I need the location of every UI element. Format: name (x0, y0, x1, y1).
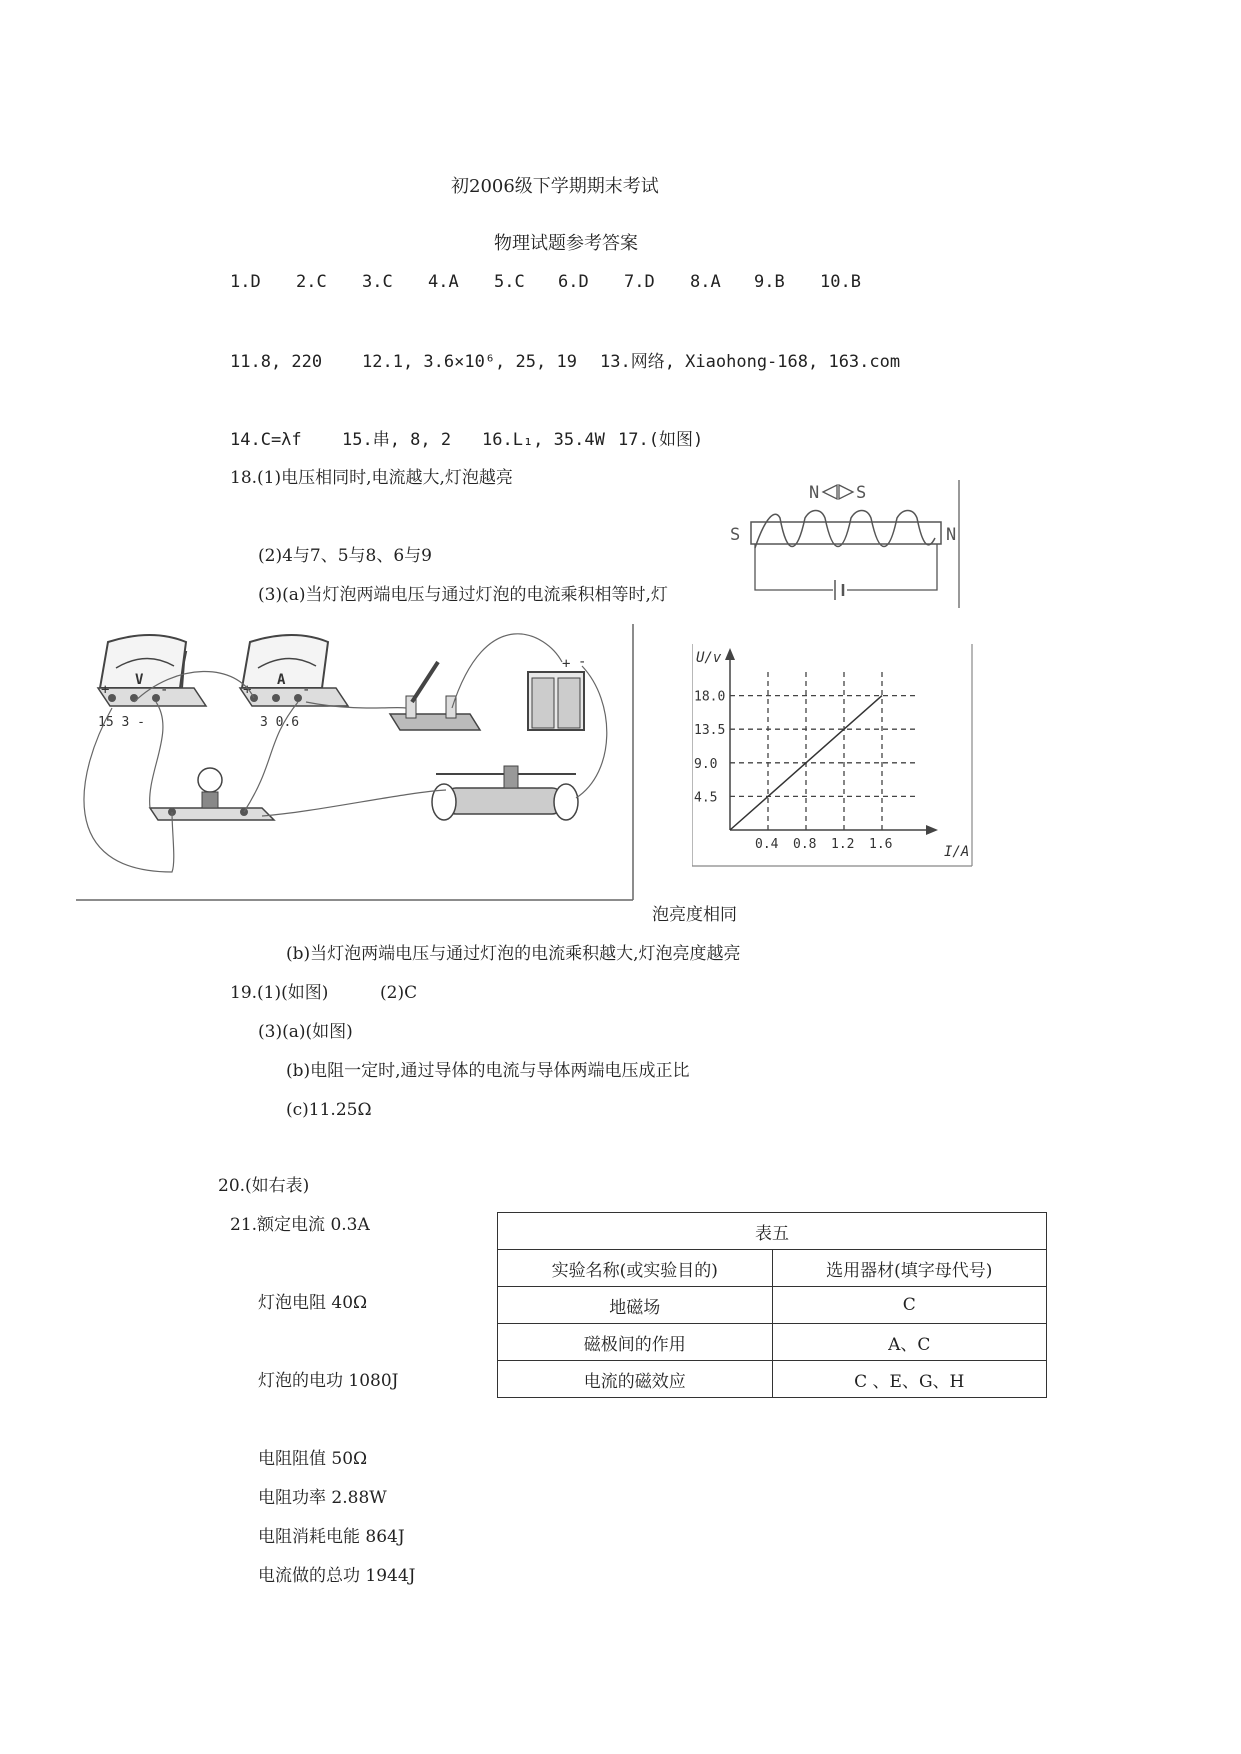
table-caption: 表五 (498, 1213, 1047, 1250)
answer-16: 16.L₁, 35.4W (482, 430, 605, 450)
answer-21-6: 电阻消耗电能 864J (258, 1527, 405, 1547)
y-tick-label: 18.0 (694, 689, 726, 705)
voltmeter (98, 635, 206, 730)
table-cell: 电流的磁效应 (498, 1361, 773, 1398)
answer-14: 14.C=λf (230, 430, 302, 450)
chart-ticks (694, 690, 892, 852)
table-cell: 磁极间的作用 (498, 1324, 773, 1361)
answer-20: 20.(如右表) (218, 1176, 310, 1196)
table-cell: C (772, 1287, 1047, 1324)
voltmeter-plus: + (101, 682, 110, 698)
voltmeter-terminals: 15 3 - (98, 715, 145, 730)
x-axis-arrow (926, 825, 938, 835)
answer-19-3c: (c)11.25Ω (286, 1100, 372, 1120)
ammeter-symbol: A (277, 672, 286, 688)
answer-21-1: 21.额定电流 0.3A (230, 1215, 370, 1235)
equipment-table (497, 1212, 1047, 1398)
compass-needle (823, 485, 837, 499)
answer-3: 3.C (362, 272, 393, 292)
pole-left-label: S (730, 525, 741, 545)
table-row (498, 1287, 1047, 1324)
battery-minus: - (578, 654, 587, 670)
solenoid-core (751, 522, 941, 544)
answer-19-3a: (3)(a)(如图) (258, 1022, 353, 1042)
x-tick-label: 0.4 (755, 837, 779, 852)
x-tick-label: 0.8 (793, 837, 817, 852)
rheostat (432, 766, 578, 820)
answer-4: 4.A (428, 272, 459, 292)
solenoid-diagram (725, 478, 965, 613)
table-row (498, 1361, 1047, 1398)
table-cell: C 、E、G、H (772, 1361, 1047, 1398)
y-tick-label: 13.5 (694, 723, 726, 739)
answer-1: 1.D (230, 272, 261, 292)
answer-5: 5.C (494, 272, 525, 292)
y-tick-label: 4.5 (694, 790, 718, 806)
x-tick-label: 1.2 (831, 837, 855, 852)
table-cell: 地磁场 (498, 1287, 773, 1324)
ammeter (240, 635, 348, 730)
chart-xlabel: I/A (944, 844, 970, 860)
y-axis-arrow (725, 648, 735, 660)
answer-19-3b: (b)电阻一定时,通过导体的电流与导体两端电压成正比 (286, 1061, 690, 1081)
compass-s-label: S (856, 483, 867, 503)
y-tick-label: 9.0 (694, 756, 718, 772)
answer-6: 6.D (558, 272, 589, 292)
answer-10: 10.B (820, 272, 861, 292)
answer-18-1: 18.(1)电压相同时,电流越大,灯泡越亮 (230, 468, 513, 488)
ammeter-plus: + (243, 682, 252, 698)
table-header-equipment: 选用器材(填字母代号) (772, 1250, 1047, 1287)
answer-18-3a: (3)(a)当灯泡两端电压与通过灯泡的电流乘积相等时,灯 (258, 585, 668, 605)
answer-8: 8.A (690, 272, 721, 292)
answer-19-1: 19.(1)(如图) (230, 983, 329, 1003)
page-title: 初2006级下学期期末考试 (451, 176, 659, 197)
answer-18-3a-cont: 泡亮度相同 (652, 905, 737, 925)
answer-9: 9.B (754, 272, 785, 292)
ui-chart (692, 640, 974, 870)
pole-right-label: N (946, 525, 957, 545)
page-subtitle: 物理试题参考答案 (494, 233, 638, 254)
answer-21-2: 灯泡电阻 40Ω (258, 1293, 368, 1313)
chart-ylabel: U/v (696, 650, 722, 666)
table-row (498, 1324, 1047, 1361)
battery-plus: + (562, 656, 571, 672)
answer-21-3: 灯泡的电功 1080J (258, 1371, 399, 1391)
answer-11: 11.8, 220 (230, 352, 323, 372)
solenoid-coil (755, 511, 935, 549)
lamp (150, 768, 274, 820)
battery (528, 654, 586, 730)
table-cell: A、C (772, 1324, 1047, 1361)
answer-21-4: 电阻阻值 50Ω (258, 1449, 368, 1469)
circuit-diagram (76, 622, 638, 904)
answer-13: 13.网络, Xiaohong-168, 163.com (600, 352, 901, 372)
x-tick-label: 1.6 (869, 837, 893, 852)
compass-n-label: N (809, 483, 820, 503)
circuit-wire (755, 544, 833, 590)
answer-15: 15.串, 8, 2 (342, 430, 452, 450)
ammeter-terminals: 3 0.6 (260, 715, 300, 730)
answer-18-2: (2)4与7、5与8、6与9 (258, 546, 432, 566)
answer-18-3b: (b)当灯泡两端电压与通过灯泡的电流乘积越大,灯泡亮度越亮 (286, 944, 741, 964)
voltmeter-symbol: V (135, 672, 144, 688)
answer-21-7: 电流做的总功 1944J (258, 1566, 416, 1586)
answer-21-5: 电阻功率 2.88W (258, 1488, 387, 1508)
answer-7: 7.D (624, 272, 655, 292)
answer-12: 12.1, 3.6×10⁶, 25, 19 (362, 352, 577, 372)
answer-19-2: (2)C (380, 983, 418, 1003)
answer-17: 17.(如图) (618, 430, 704, 450)
table-header-name: 实验名称(或实验目的) (498, 1250, 773, 1287)
answer-2: 2.C (296, 272, 327, 292)
ammeter-minus: - (302, 682, 311, 698)
voltmeter-minus: - (160, 682, 169, 698)
